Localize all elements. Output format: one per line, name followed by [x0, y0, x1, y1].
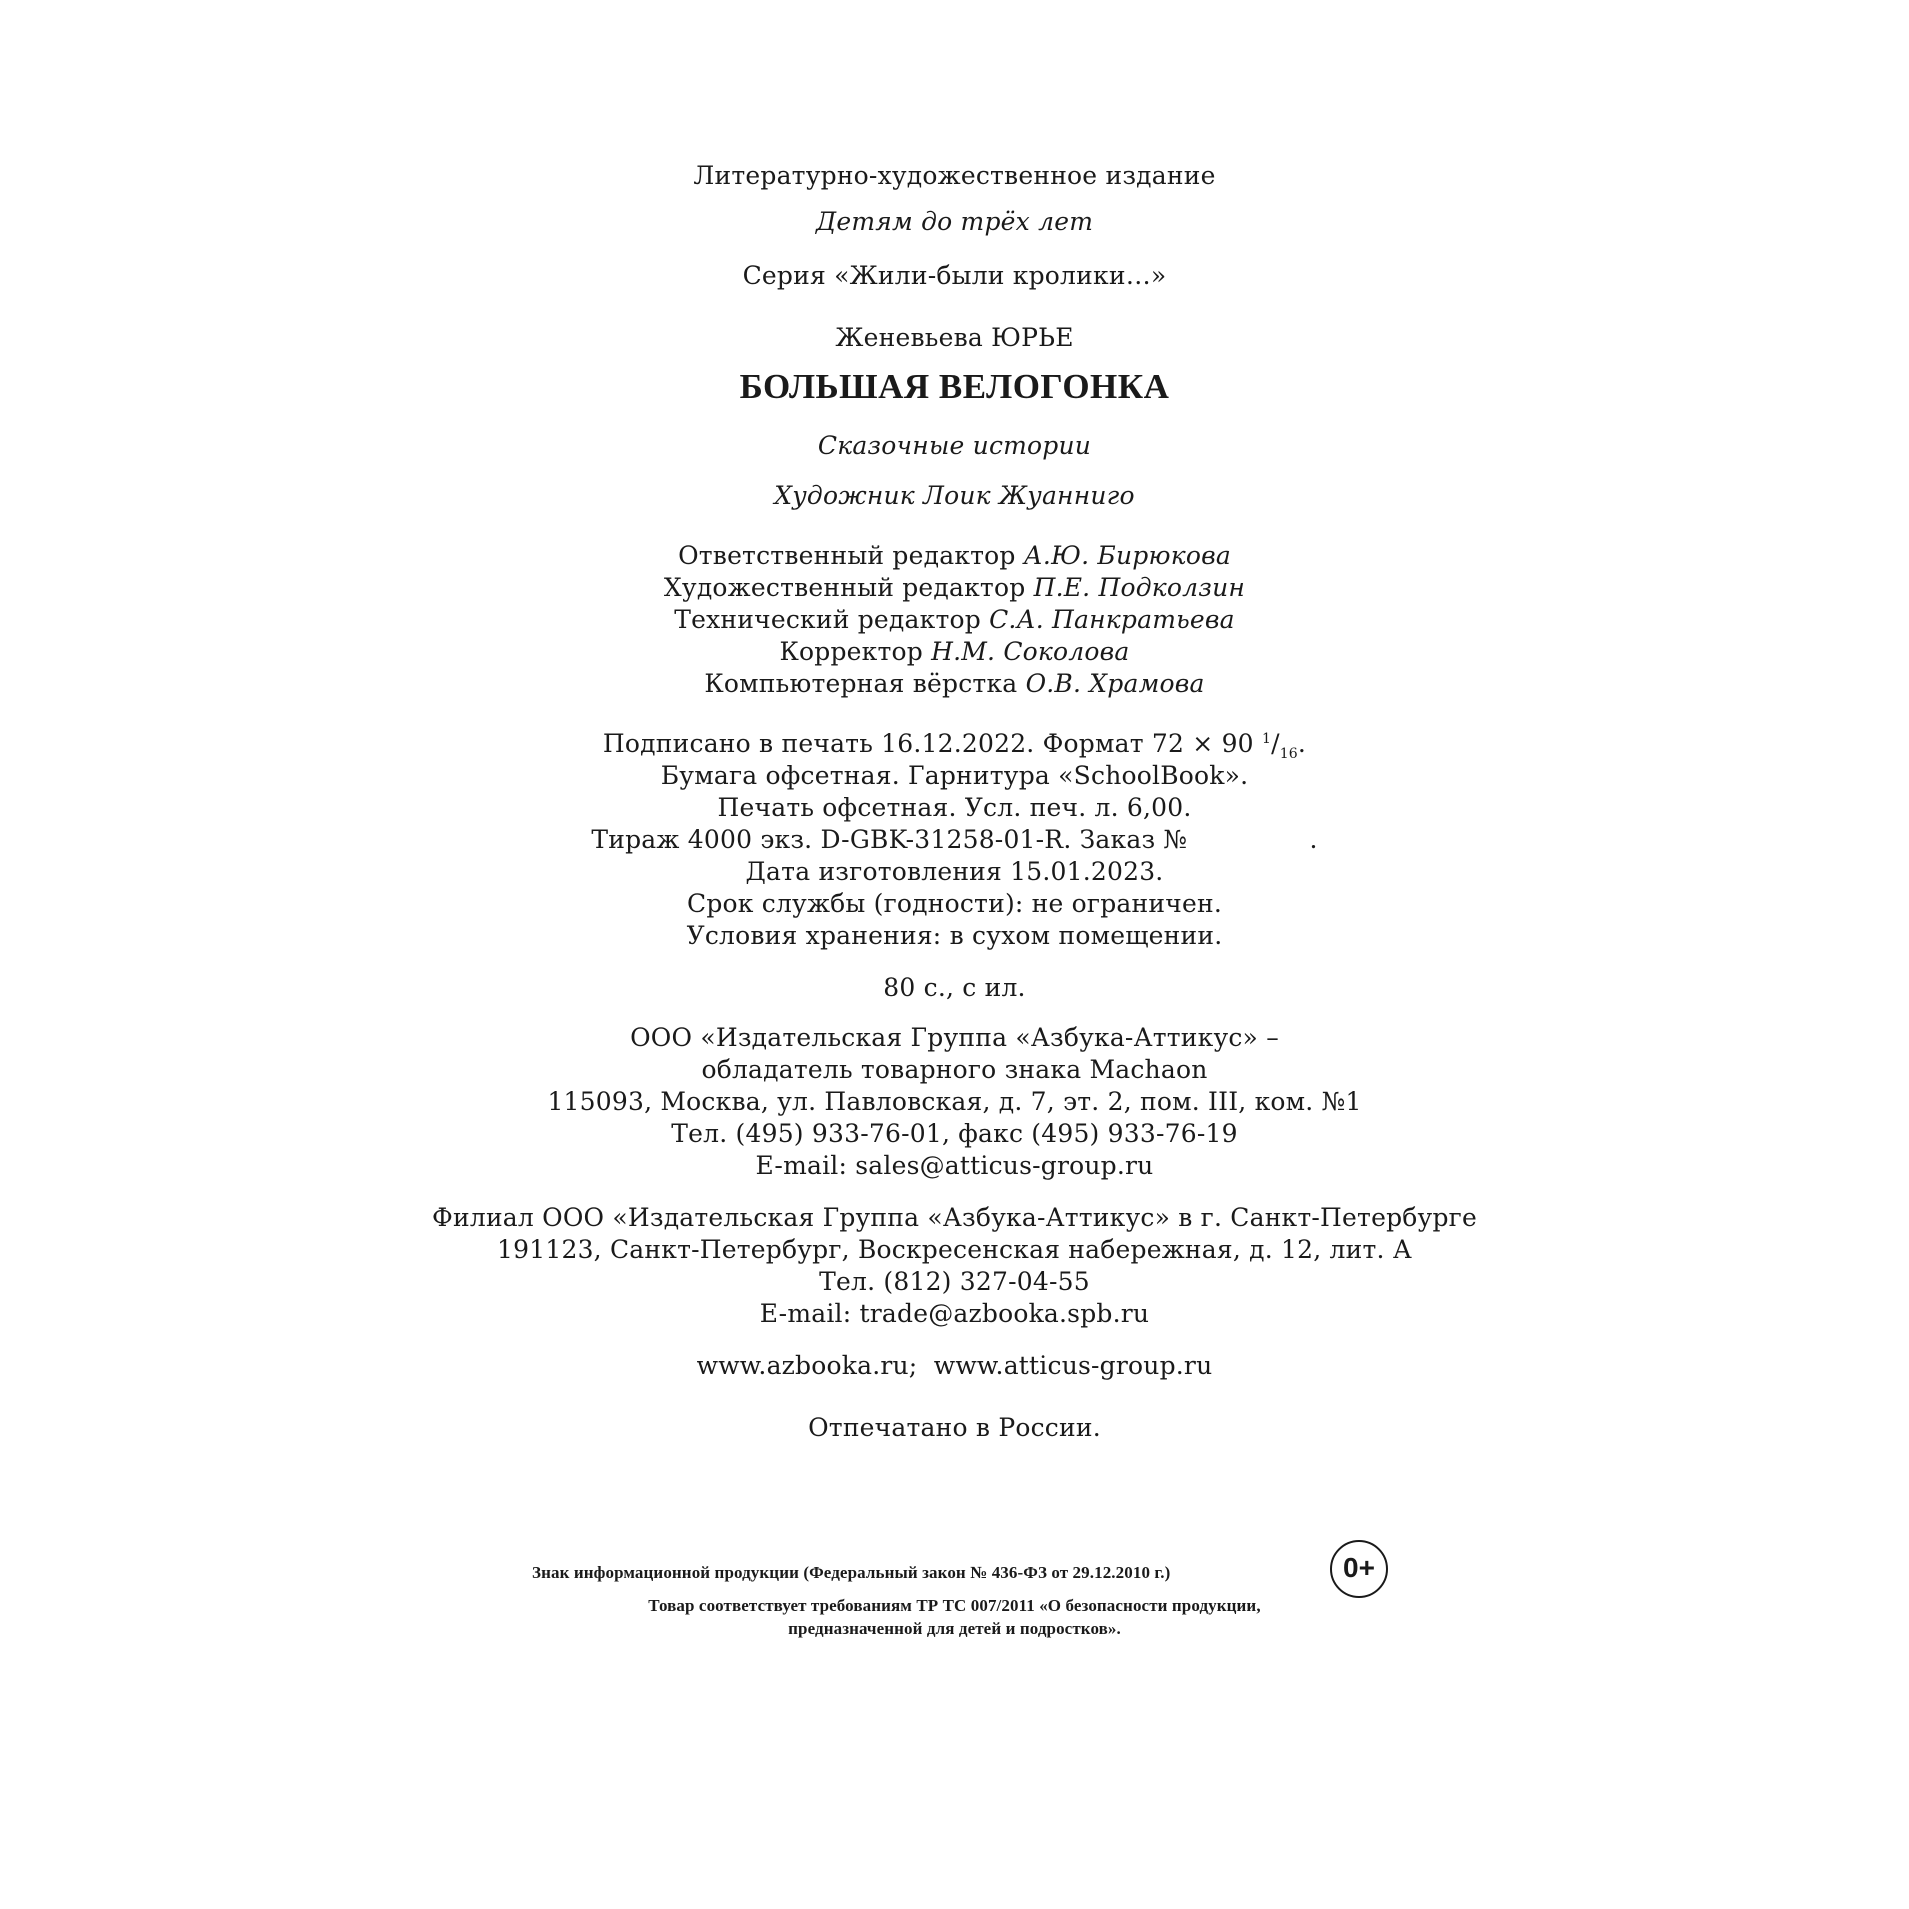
age-rating-badge: 0+: [1330, 1540, 1388, 1598]
publisher-line: 115093, Москва, ул. Павловская, д. 7, эт. 2, пом. III, ком. №1: [547, 1087, 1362, 1116]
credit-line: Ответственный редактор А.Ю. Бирюкова: [678, 541, 1231, 570]
print-info-line: Бумага офсетная. Гарнитура «SchoolBook».: [660, 761, 1249, 790]
compliance-line: предназначенной для детей и подростков».: [788, 1619, 1121, 1638]
credit-line: Компьютерная вёрстка О.В. Храмова: [704, 669, 1205, 698]
printed-in: Отпечатано в России.: [808, 1413, 1101, 1442]
branch-line: Филиал ООО «Издательская Группа «Азбука-Аттикус» в г. Санкт-Петербурге: [432, 1203, 1477, 1232]
publisher-line: ООО «Издательская Группа «Азбука-Аттикус» –: [630, 1023, 1279, 1052]
series: Серия «Жили-были кролики…»: [742, 261, 1167, 290]
branch-line: E-mail: trade@azbooka.spb.ru: [759, 1299, 1150, 1328]
page-count: 80 с., с ил.: [883, 973, 1026, 1002]
illustrator: Художник Лоик Жуанниго: [774, 481, 1135, 510]
publisher-line: E-mail: sales@atticus-group.ru: [755, 1151, 1154, 1180]
print-info-line: Дата изготовления 15.01.2023.: [745, 857, 1164, 886]
credit-line: Корректор Н.М. Соколова: [779, 637, 1130, 666]
audience: Детям до трёх лет: [815, 207, 1094, 236]
print-info-line: Печать офсетная. Усл. печ. л. 6,00.: [717, 793, 1192, 822]
publisher-line: обладатель товарного знака Machaon: [701, 1055, 1208, 1084]
book-title: БОЛЬШАЯ ВЕЛОГОНКА: [739, 367, 1170, 406]
compliance-line: Товар соответствует требованиям ТР ТС 007/2011 «О безопасности продукции,: [648, 1596, 1261, 1615]
credit-line: Технический редактор С.А. Панкратьева: [674, 605, 1235, 634]
websites: www.azbooka.ru; www.atticus-group.ru: [696, 1351, 1213, 1380]
branch-line: Тел. (812) 327-04-55: [819, 1267, 1090, 1296]
branch-line: 191123, Санкт-Петербург, Воскресенская набережная, д. 12, лит. А: [497, 1235, 1412, 1264]
credit-line: Художественный редактор П.Е. Подколзин: [663, 573, 1246, 602]
publisher-line: Тел. (495) 933-76-01, факс (495) 933-76-19: [671, 1119, 1238, 1148]
print-info-line: Подписано в печать 16.12.2022. Формат 72 × 90 $^1/_{16}$.: [602, 729, 1307, 762]
info-sign-text: Знак информационной продукции (Федеральный закон № 436-ФЗ от 29.12.2010 г.): [532, 1563, 1171, 1582]
print-info-line: Срок службы (годности): не ограничен.: [687, 889, 1222, 918]
book-subtitle: Сказочные истории: [817, 431, 1092, 460]
author: Женевьева ЮРЬЕ: [835, 323, 1074, 352]
edition-type: Литературно-художественное издание: [693, 161, 1216, 190]
print-info-line: Тираж 4000 экз. D-GBK-31258-01-R. Заказ № .: [591, 825, 1318, 854]
print-info-line: Условия хранения: в сухом помещении.: [686, 921, 1223, 950]
